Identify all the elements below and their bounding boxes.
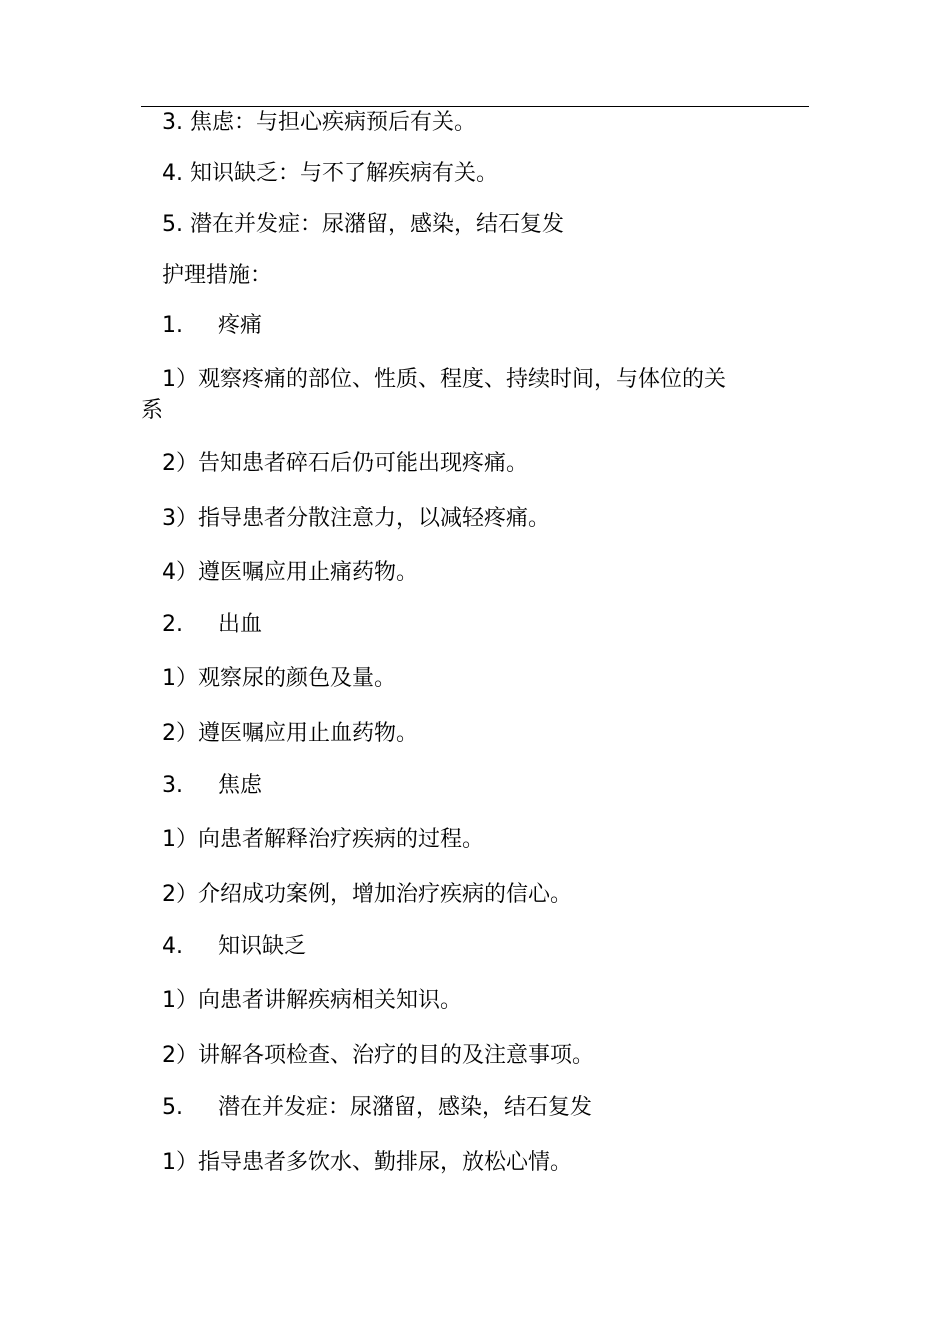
section-title: 焦虑 (218, 773, 263, 798)
list-item: 1）观察尿的颜色及量。 (162, 666, 396, 691)
section-number: 2. (162, 612, 183, 637)
section-number: 1. (162, 313, 183, 338)
list-item: 3）指导患者分散注意力，以减轻疼痛。 (162, 506, 550, 531)
section-number: 4. (162, 934, 183, 959)
section-title: 潜在并发症：尿潴留，感染，结石复发 (218, 1095, 593, 1120)
list-item: 4）遵医嘱应用止痛药物。 (162, 560, 418, 585)
section-title: 疼痛 (218, 313, 263, 338)
list-item-continuation: 系 (141, 398, 164, 423)
list-item: 2）讲解各项检查、治疗的目的及注意事项。 (162, 1043, 594, 1068)
list-item: 2）遵医嘱应用止血药物。 (162, 721, 418, 746)
header-rule (141, 106, 809, 107)
list-item: 2）告知患者碎石后仍可能出现疼痛。 (162, 451, 528, 476)
section-heading-2 (162, 611, 262, 639)
diagnosis-line-5: 5. 潜在并发症：尿潴留，感染，结石复发 (162, 212, 564, 237)
section-number: 5. (162, 1095, 183, 1120)
section-heading-3 (162, 772, 262, 800)
diagnosis-line-3: 3. 焦虑：与担心疾病预后有关。 (162, 110, 476, 135)
section-title: 出血 (218, 612, 263, 637)
diagnosis-line-4: 4. 知识缺乏：与不了解疾病有关。 (162, 161, 498, 186)
section-heading-1 (162, 312, 262, 340)
list-item: 1）向患者讲解疾病相关知识。 (162, 988, 462, 1013)
section-title: 知识缺乏 (218, 934, 307, 959)
list-item: 1）向患者解释治疗疾病的过程。 (162, 827, 484, 852)
section-number: 3. (162, 773, 183, 798)
section-heading-4 (162, 933, 306, 961)
list-item: 1）指导患者多饮水、勤排尿，放松心情。 (162, 1150, 572, 1175)
section-heading-5 (162, 1094, 592, 1122)
measures-heading: 护理措施： (162, 263, 273, 288)
list-item: 2）介绍成功案例，增加治疗疾病的信心。 (162, 882, 572, 907)
list-item: 1）观察疼痛的部位、性质、程度、持续时间，与体位的关 (162, 367, 726, 392)
